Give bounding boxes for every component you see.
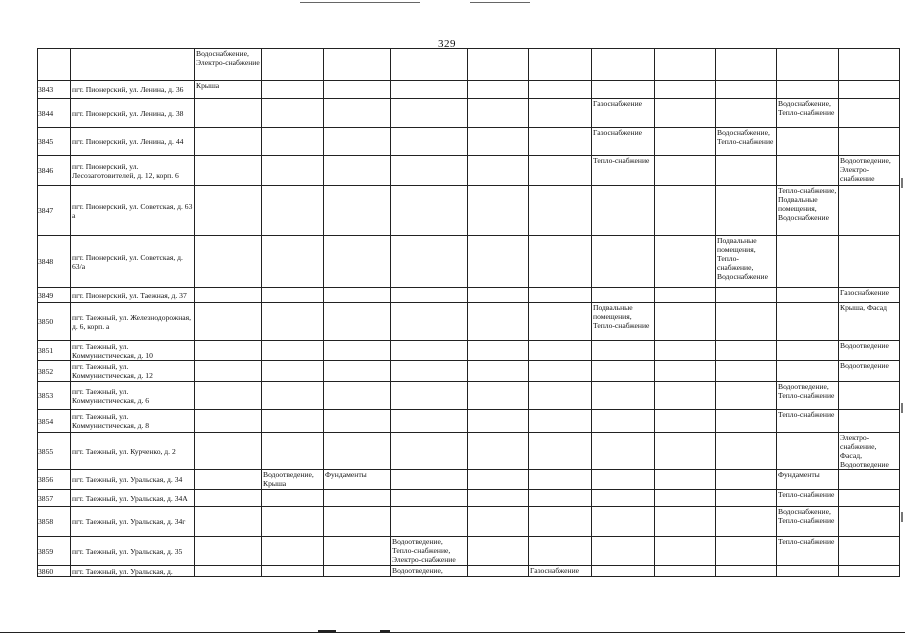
work-type-cell [839, 470, 900, 490]
work-type-cell [716, 341, 777, 361]
work-type-cell [262, 99, 324, 128]
work-type-cell [391, 236, 468, 288]
work-type-cell: Тепло-снабжение, Подвальные помещения, Водоснабжение [777, 186, 839, 236]
cell [391, 49, 468, 81]
work-type-cell: Газоснабжение [592, 99, 655, 128]
work-type-cell [839, 128, 900, 156]
work-type-cell [655, 361, 716, 382]
address-cell: пгт. Таежный, ул. Уральская, д. 34г [71, 507, 195, 537]
cell: Водоснабжение, Электро-снабжение [195, 49, 262, 81]
work-type-cell [195, 490, 262, 507]
work-type-cell [716, 507, 777, 537]
row-number: 3849 [38, 288, 71, 303]
work-type-cell [324, 433, 391, 470]
cell [38, 49, 71, 81]
work-type-cell [262, 433, 324, 470]
work-type-cell [592, 341, 655, 361]
work-type-cell [592, 507, 655, 537]
address-cell: пгт. Таежный, ул. Курченко, д. 2 [71, 433, 195, 470]
work-type-cell [655, 341, 716, 361]
work-type-cell: Тепло-снабжение [777, 490, 839, 507]
address-cell: пгт. Таежный, ул. Уральская, д. [71, 566, 195, 577]
work-type-cell [655, 99, 716, 128]
work-type-cell [262, 186, 324, 236]
work-type-cell [324, 507, 391, 537]
work-type-cell [262, 382, 324, 410]
scan-artifact-bottom [0, 630, 905, 636]
address-cell: пгт. Таежный, ул. Уральская, д. 35 [71, 537, 195, 566]
work-type-cell [391, 433, 468, 470]
work-type-cell [655, 303, 716, 341]
row-number: 3856 [38, 470, 71, 490]
work-type-cell [529, 490, 592, 507]
work-type-cell [529, 341, 592, 361]
work-type-cell [391, 303, 468, 341]
work-type-cell [655, 128, 716, 156]
header-continuation-row [38, 49, 900, 81]
work-type-cell [195, 566, 262, 577]
work-type-cell [262, 490, 324, 507]
work-type-cell [839, 81, 900, 99]
work-type-cell [324, 382, 391, 410]
work-type-cell [529, 433, 592, 470]
address-cell: пгт. Таежный, ул. Железнодорожная, д. 6, корп. а [71, 303, 195, 341]
work-type-cell [592, 81, 655, 99]
work-type-cell [592, 288, 655, 303]
work-type-cell [716, 99, 777, 128]
row-number: 3857 [38, 490, 71, 507]
work-type-cell [262, 410, 324, 433]
row-number: 3845 [38, 128, 71, 156]
work-type-cell [195, 99, 262, 128]
address-cell: пгт. Пионерский, ул. Лесозаготовителей, д. 12, корп. 6 [71, 156, 195, 186]
work-type-cell [468, 470, 529, 490]
work-type-cell [529, 128, 592, 156]
work-type-cell: Газоснабжение [529, 566, 592, 577]
table-row [38, 433, 900, 470]
table-row [38, 382, 900, 410]
work-type-cell: Водоснабжение, Тепло-снабжение [716, 128, 777, 156]
row-number: 3853 [38, 382, 71, 410]
work-type-cell [468, 341, 529, 361]
work-type-cell [777, 433, 839, 470]
work-type-cell [777, 341, 839, 361]
work-type-cell: Газоснабжение [592, 128, 655, 156]
work-type-cell [592, 361, 655, 382]
work-type-cell [391, 186, 468, 236]
cell [655, 49, 716, 81]
work-type-cell: Водоснабжение, Тепло-снабжение [777, 507, 839, 537]
table-row [38, 566, 900, 577]
work-type-cell: Водоснабжение, Тепло-снабжение [777, 99, 839, 128]
work-type-cell [195, 236, 262, 288]
work-type-cell [839, 566, 900, 577]
work-type-cell: Водоотведение, Тепло-снабжение, Электро-снабжение [391, 537, 468, 566]
work-type-cell [391, 470, 468, 490]
work-type-cell [529, 537, 592, 566]
page-number: 329 [438, 38, 456, 50]
cell [262, 49, 324, 81]
row-number: 3860 [38, 566, 71, 577]
work-type-cell [468, 99, 529, 128]
work-type-cell [468, 186, 529, 236]
row-number: 3852 [38, 361, 71, 382]
table-row [38, 537, 900, 566]
work-type-cell [529, 99, 592, 128]
work-type-cell [468, 288, 529, 303]
work-type-cell [468, 382, 529, 410]
address-cell: пгт. Таежный, ул. Уральская, д. 34А [71, 490, 195, 507]
work-type-cell [529, 410, 592, 433]
work-type-cell [195, 341, 262, 361]
table-row [38, 81, 900, 99]
work-type-cell [777, 566, 839, 577]
row-number: 3847 [38, 186, 71, 236]
work-type-cell [592, 490, 655, 507]
work-type-cell [716, 537, 777, 566]
work-type-cell [391, 128, 468, 156]
work-type-cell: Крыша [195, 81, 262, 99]
work-type-cell [468, 537, 529, 566]
cell [529, 49, 592, 81]
work-type-cell [592, 566, 655, 577]
work-type-cell [655, 410, 716, 433]
table-row [38, 507, 900, 537]
row-number: 3848 [38, 236, 71, 288]
work-type-cell [391, 341, 468, 361]
work-type-cell: Подвальные помещения, Тепло-снабжение, Водоснабжение [716, 236, 777, 288]
work-type-cell [592, 470, 655, 490]
work-type-cell [529, 236, 592, 288]
work-type-cell [195, 537, 262, 566]
table-row [38, 303, 900, 341]
work-type-cell [195, 361, 262, 382]
work-type-cell [716, 382, 777, 410]
row-number: 3850 [38, 303, 71, 341]
work-type-cell: Водоотведение, Тепло-снабжение [777, 382, 839, 410]
address-cell: пгт. Таежный, ул. Коммунистическая, д. 6 [71, 382, 195, 410]
work-type-cell [262, 81, 324, 99]
scan-artifact-top [0, 2, 905, 3]
repair-schedule-table [37, 48, 900, 577]
row-number: 3851 [38, 341, 71, 361]
work-type-cell [716, 288, 777, 303]
address-cell: пгт. Таежный, ул. Коммунистическая, д. 12 [71, 361, 195, 382]
address-cell: пгт. Таежный, ул. Уральская, д. 34 [71, 470, 195, 490]
work-type-cell [592, 537, 655, 566]
work-type-cell [195, 410, 262, 433]
work-type-cell [716, 490, 777, 507]
work-type-cell [324, 566, 391, 577]
work-type-cell [839, 410, 900, 433]
work-type-cell [529, 470, 592, 490]
work-type-cell [592, 236, 655, 288]
table-row [38, 128, 900, 156]
work-type-cell: Водоотведение [839, 361, 900, 382]
work-type-cell [655, 507, 716, 537]
work-type-cell [777, 361, 839, 382]
row-number: 3846 [38, 156, 71, 186]
address-cell: пгт. Пионерский, ул. Ленина, д. 36 [71, 81, 195, 99]
work-type-cell [391, 361, 468, 382]
work-type-cell [592, 382, 655, 410]
work-type-cell [195, 382, 262, 410]
work-type-cell [529, 507, 592, 537]
work-type-cell [529, 288, 592, 303]
work-type-cell [391, 156, 468, 186]
work-type-cell [195, 433, 262, 470]
table-row [38, 236, 900, 288]
work-type-cell [468, 156, 529, 186]
work-type-cell [195, 288, 262, 303]
work-type-cell [592, 433, 655, 470]
work-type-cell [391, 288, 468, 303]
work-type-cell: Газоснабжение [839, 288, 900, 303]
row-number: 3854 [38, 410, 71, 433]
work-type-cell [839, 236, 900, 288]
work-type-cell [529, 156, 592, 186]
row-number: 3855 [38, 433, 71, 470]
work-type-cell [324, 156, 391, 186]
work-type-cell [655, 382, 716, 410]
address-cell: пгт. Пионерский, ул. Ленина, д. 44 [71, 128, 195, 156]
work-type-cell [655, 288, 716, 303]
work-type-cell [655, 156, 716, 186]
work-type-cell [391, 81, 468, 99]
work-type-cell [655, 470, 716, 490]
work-type-cell [777, 128, 839, 156]
work-type-cell [324, 361, 391, 382]
work-type-cell [839, 507, 900, 537]
work-type-cell [468, 236, 529, 288]
work-type-cell [529, 81, 592, 99]
work-type-cell [529, 382, 592, 410]
cell [71, 49, 195, 81]
work-type-cell [655, 537, 716, 566]
work-type-cell [777, 236, 839, 288]
table-row [38, 410, 900, 433]
work-type-cell [324, 128, 391, 156]
work-type-cell [195, 303, 262, 341]
work-type-cell [262, 156, 324, 186]
work-type-cell: Водоотведение, Электро-снабжение [839, 156, 900, 186]
work-type-cell [592, 410, 655, 433]
row-number: 3858 [38, 507, 71, 537]
work-type-cell [529, 303, 592, 341]
address-cell: пгт. Пионерский, ул. Советская, д. 63 а [71, 186, 195, 236]
scan-edge-mark [901, 178, 903, 188]
work-type-cell [262, 361, 324, 382]
cell [592, 49, 655, 81]
work-type-cell [262, 507, 324, 537]
work-type-cell [195, 156, 262, 186]
address-cell: пгт. Пионерский, ул. Советская, д. 63/а [71, 236, 195, 288]
work-type-cell [716, 361, 777, 382]
work-type-cell [716, 470, 777, 490]
work-type-cell [324, 81, 391, 99]
row-number: 3859 [38, 537, 71, 566]
address-cell: пгт. Пионерский, ул. Ленина, д. 38 [71, 99, 195, 128]
work-type-cell: Водоотведение, [391, 566, 468, 577]
row-number: 3844 [38, 99, 71, 128]
address-cell: пгт. Пионерский, ул. Таежная, д. 37 [71, 288, 195, 303]
work-type-cell [839, 382, 900, 410]
work-type-cell [468, 507, 529, 537]
work-type-cell [195, 470, 262, 490]
work-type-cell [324, 186, 391, 236]
scan-edge-mark [901, 512, 903, 522]
work-type-cell [324, 410, 391, 433]
work-type-cell [324, 288, 391, 303]
cell [468, 49, 529, 81]
work-type-cell [468, 410, 529, 433]
work-type-cell [391, 382, 468, 410]
work-type-cell: Тепло-снабжение [777, 410, 839, 433]
work-type-cell [655, 236, 716, 288]
work-type-cell [391, 99, 468, 128]
work-type-cell [468, 433, 529, 470]
work-type-cell [529, 361, 592, 382]
work-type-cell [716, 156, 777, 186]
scan-edge-mark [901, 403, 903, 413]
work-type-cell [716, 303, 777, 341]
table-row [38, 470, 900, 490]
work-type-cell [324, 236, 391, 288]
work-type-cell [195, 128, 262, 156]
table-row [38, 288, 900, 303]
row-number: 3843 [38, 81, 71, 99]
work-type-cell [324, 99, 391, 128]
work-type-cell [195, 186, 262, 236]
work-type-cell [262, 566, 324, 577]
work-type-cell [468, 303, 529, 341]
work-type-cell [655, 566, 716, 577]
work-type-cell [262, 341, 324, 361]
work-type-cell [262, 303, 324, 341]
work-type-cell [777, 156, 839, 186]
work-type-cell: Фундаменты [324, 470, 391, 490]
work-type-cell [716, 410, 777, 433]
work-type-cell [391, 410, 468, 433]
work-type-cell [468, 566, 529, 577]
work-type-cell [716, 81, 777, 99]
work-type-cell [839, 490, 900, 507]
work-type-cell [529, 186, 592, 236]
table-row [38, 490, 900, 507]
work-type-cell [655, 186, 716, 236]
table-row [38, 361, 900, 382]
work-type-cell: Водоотведение [839, 341, 900, 361]
work-type-cell [262, 537, 324, 566]
work-type-cell [468, 81, 529, 99]
work-type-cell [777, 288, 839, 303]
work-type-cell [468, 490, 529, 507]
work-type-cell [324, 341, 391, 361]
table-row [38, 341, 900, 361]
work-type-cell [655, 490, 716, 507]
work-type-cell: Крыша, Фасад [839, 303, 900, 341]
work-type-cell [324, 490, 391, 507]
work-type-cell [324, 303, 391, 341]
work-type-cell [777, 303, 839, 341]
cell [839, 49, 900, 81]
address-cell: пгт. Таежный, ул. Коммунистическая, д. 8 [71, 410, 195, 433]
work-type-cell [716, 566, 777, 577]
table-row [38, 186, 900, 236]
work-type-cell [262, 288, 324, 303]
work-type-cell [777, 81, 839, 99]
work-type-cell [655, 433, 716, 470]
work-type-cell: Водоотведение, Крыша [262, 470, 324, 490]
work-type-cell [468, 361, 529, 382]
address-cell: пгт. Таежный, ул. Коммунистическая, д. 10 [71, 341, 195, 361]
work-type-cell [839, 99, 900, 128]
work-type-cell [716, 433, 777, 470]
work-type-cell: Тепло-снабжение [592, 156, 655, 186]
work-type-cell [839, 186, 900, 236]
work-type-cell [262, 128, 324, 156]
table-row [38, 99, 900, 128]
work-type-cell [391, 490, 468, 507]
work-type-cell [195, 507, 262, 537]
work-type-cell [468, 128, 529, 156]
work-type-cell [839, 537, 900, 566]
work-type-cell [324, 537, 391, 566]
table-row [38, 156, 900, 186]
cell [324, 49, 391, 81]
cell [716, 49, 777, 81]
work-type-cell: Подвальные помещения, Тепло-снабжение [592, 303, 655, 341]
work-type-cell [262, 236, 324, 288]
work-type-cell: Фундаменты [777, 470, 839, 490]
work-type-cell: Электро-снабжение, Фасад, Водоотведение [839, 433, 900, 470]
work-type-cell: Тепло-снабжение [777, 537, 839, 566]
work-type-cell [391, 507, 468, 537]
work-type-cell [655, 81, 716, 99]
cell [777, 49, 839, 81]
work-type-cell [592, 186, 655, 236]
work-type-cell [716, 186, 777, 236]
